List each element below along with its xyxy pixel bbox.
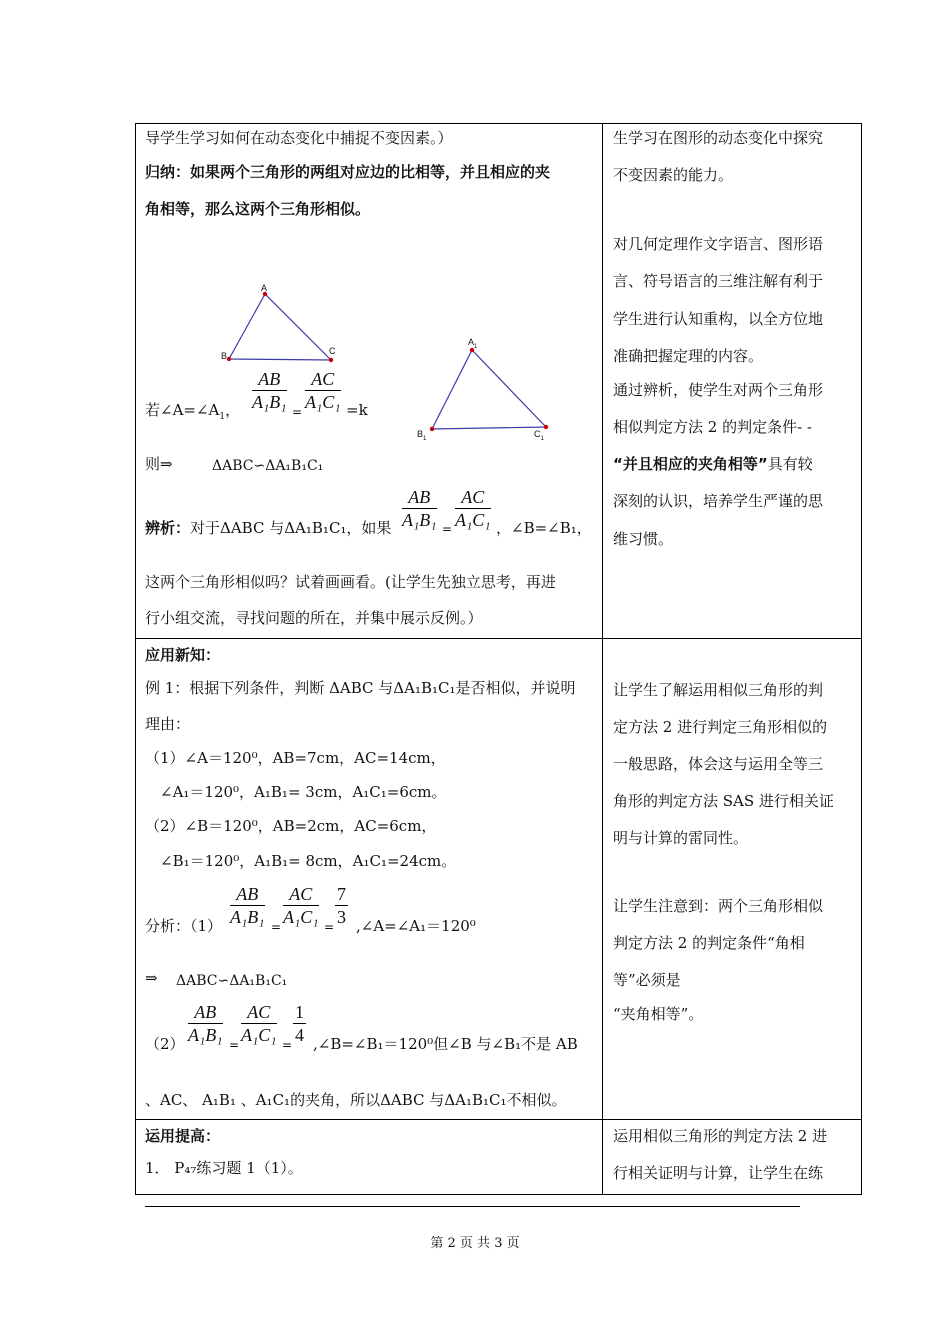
note-line: 维习惯。 — [613, 530, 674, 548]
note-line: 一般思路，体会这与运用全等三 — [613, 755, 824, 773]
analysis-conclusion: ΔABC∽ΔA₁B₁C₁ — [176, 973, 288, 989]
note-line: 对几何定理作文字语言、图形语 — [613, 235, 824, 253]
analysis-tail: ,∠B=∠B₁＝120⁰但∠B 与∠B₁不是 AB — [313, 1035, 578, 1053]
equals-sign: = — [324, 920, 335, 934]
summary-line: 归纳：如果两个三角形的两组对应边的比相等，并且相应的夹 — [145, 163, 551, 181]
analysis-tail: ,∠A=∠A₁＝120⁰ — [356, 917, 476, 935]
condition-line: （2）∠B＝120⁰，AB=2cm，AC=6cm， — [145, 817, 437, 835]
note-line: 行相关证明与计算，让学生在练 — [613, 1164, 824, 1182]
equals-sign: = — [442, 522, 453, 536]
analyze-question: 这两个三角形相似吗？试着画画看。(让学生先独立思考，再进 — [145, 573, 556, 591]
analysis-label: （2） — [145, 1035, 185, 1053]
fraction-ab: $\frac{AB}{\text{A₁B₁}}$ — [230, 884, 265, 927]
equals-sign: = — [229, 1038, 240, 1052]
analyze-question: 行小组交流，寻找问题的所在，并集中展示反例。） — [145, 609, 483, 627]
note-line: 深刻的认识，培养学生严谨的思 — [613, 492, 824, 510]
fraction-ac: $\frac{AC}{\text{A₁C₁}}$ — [283, 884, 319, 927]
fraction-ab: $\frac{AB}{\text{A₁B₁}}$ — [188, 1002, 223, 1045]
analyze-line: 辨析：对于ΔABC 与ΔA₁B₁C₁，如果 — [145, 519, 392, 537]
analyze-tail: ，∠B=∠B₁， — [496, 519, 592, 537]
vertex-label: C — [329, 346, 336, 356]
triangle-a1b1c1 — [430, 348, 548, 431]
vertex-label: $B_1$ — [417, 429, 427, 442]
page-footer: 第 2 页 共 3 页 — [430, 1236, 520, 1251]
fraction-one-fourth: $\frac{1}{4}$ — [295, 1002, 304, 1045]
vertex-label: $A_1$ — [468, 337, 478, 350]
note-line: 明与计算的雷同性。 — [613, 829, 749, 847]
equals-sign: = — [282, 1038, 293, 1052]
section-heading: 运用提高： — [145, 1127, 221, 1145]
vertex-label: B — [221, 351, 228, 361]
equals-k: =k — [346, 401, 368, 419]
vertex-label: A — [261, 283, 268, 293]
condition-line: （1）∠A＝120⁰，AB=7cm，AC=14cm， — [145, 749, 446, 767]
fraction-ac: $\frac{AC}{\text{A₁C₁}}$ — [241, 1002, 277, 1045]
note-line: 让学生了解运用相似三角形的判 — [613, 681, 824, 699]
note-line: 不变因素的能力。 — [613, 166, 734, 184]
condition-line: ∠A₁＝120⁰，A₁B₁= 3cm，A₁C₁=6cm。 — [160, 783, 447, 801]
footer-rule — [145, 1206, 800, 1207]
summary-line: 角相等，那么这两个三角形相似。 — [145, 200, 371, 218]
note-line: “并且相应的夹角相等”具有较 — [613, 455, 813, 473]
condition-line: ∠B₁＝120⁰，A₁B₁= 8cm，A₁C₁=24cm。 — [160, 852, 457, 870]
note-line: 通过辨析，使学生对两个三角形 — [613, 381, 824, 399]
then-text: 则⇒ — [145, 455, 173, 473]
note-line: 角形的判定方法 SAS 进行相关证 — [613, 792, 834, 810]
note-line: 言、符号语言的三维注解有利于 — [613, 272, 824, 290]
fraction-ab: $\frac{AB}{\text{A₁B₁}}$ — [252, 369, 287, 412]
fraction-seven-thirds: $\frac{7}{3}$ — [337, 884, 346, 927]
vertex-label: $C_1$ — [534, 429, 544, 442]
note-line: 运用相似三角形的判定方法 2 进 — [613, 1127, 828, 1145]
note-line: “夹角相等”。 — [613, 1005, 704, 1023]
note-line: 判定方法 2 的判定条件“角相 — [613, 934, 805, 952]
equals-sign: = — [292, 405, 303, 419]
equals-sign: = — [271, 920, 282, 934]
note-line: 定方法 2 进行判定三角形相似的 — [613, 718, 828, 736]
then-result: ΔABC∽ΔA₁B₁C₁ — [212, 458, 324, 474]
example-text: 理由： — [145, 715, 191, 733]
section-heading: 应用新知： — [145, 646, 221, 664]
note-line: 准确把握定理的内容。 — [613, 347, 764, 365]
intro-text: 导学生学习如何在动态变化中捕捉不变因素。） — [145, 129, 453, 147]
condition-text: 若$\angle A=\angle A_1$， — [145, 401, 241, 422]
analysis-label: 分析：（1） — [145, 917, 223, 935]
analysis-line: 、AC、 A₁B₁ 、A₁C₁的夹角，所以ΔABC 与ΔA₁B₁C₁不相似。 — [145, 1091, 567, 1109]
exercise-text: 1． P₄₇练习题 1（1）。 — [145, 1159, 303, 1177]
fraction-ac: $\frac{AC}{\text{A₁C₁}}$ — [455, 487, 491, 530]
example-text: 例 1：根据下列条件，判断 ΔABC 与ΔA₁B₁C₁是否相似，并说明 — [145, 679, 576, 697]
fraction-ab: $\frac{AB}{\text{A₁B₁}}$ — [402, 487, 437, 530]
note-line: 等”必须是 — [613, 971, 681, 989]
note-line: 生学习在图形的动态变化中探究 — [613, 129, 824, 147]
note-line: 让学生注意到：两个三角形相似 — [613, 897, 824, 915]
note-line: 相似判定方法 2 的判定条件- - — [613, 418, 812, 436]
arrow-icon: ⇒ — [145, 969, 158, 987]
triangle-abc — [227, 292, 333, 362]
fraction-ac: $\frac{AC}{\text{A₁C₁}}$ — [305, 369, 341, 412]
note-line: 学生进行认知重构，以全方位地 — [613, 310, 824, 328]
